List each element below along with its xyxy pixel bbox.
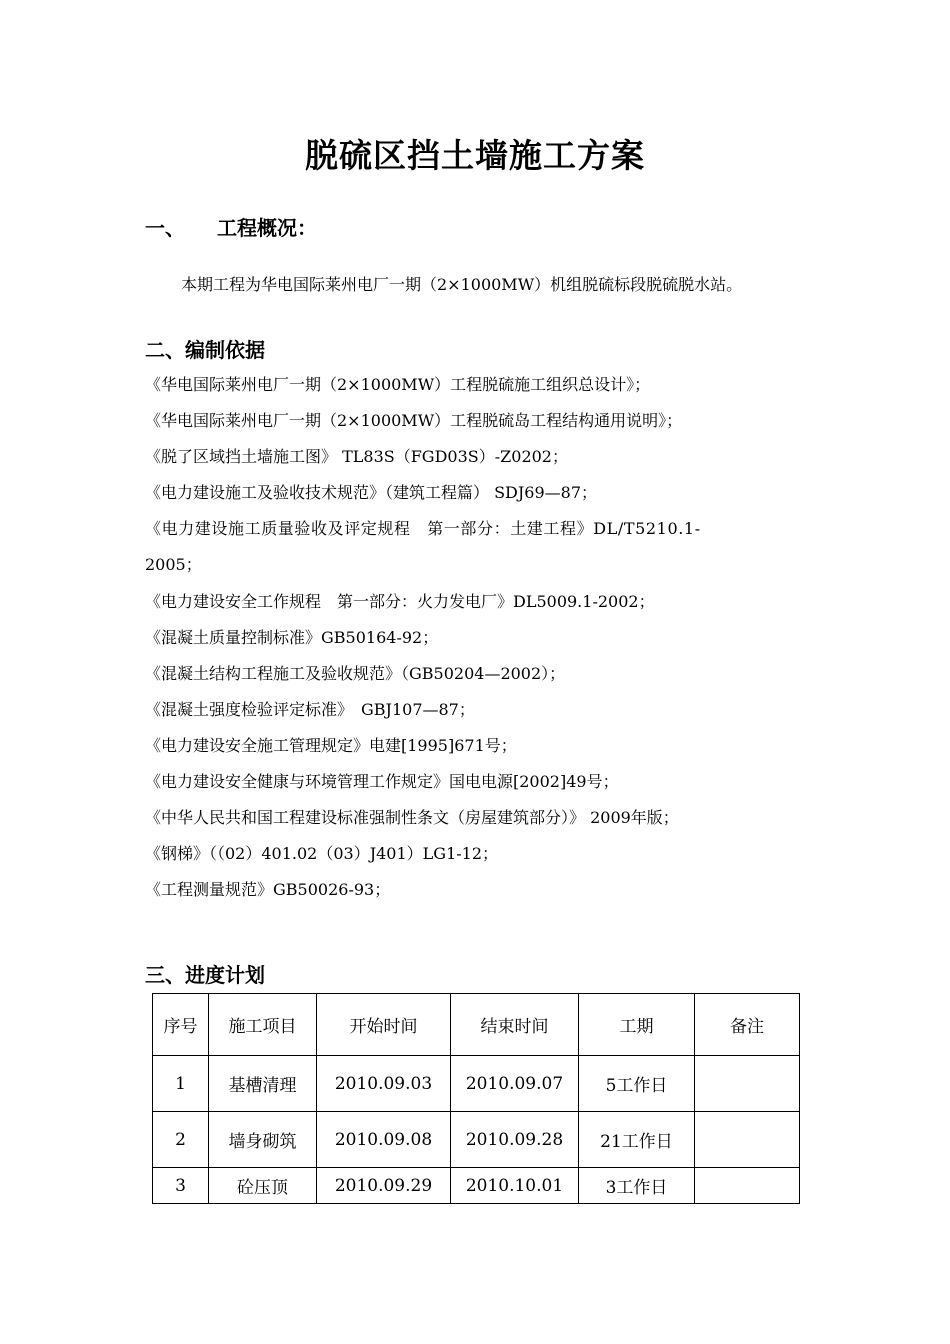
table-cell: 3工作日 [579,1168,695,1204]
table-cell: 1 [153,1056,209,1112]
header-cell-duration: 工期 [579,994,695,1056]
reference-item: 《电力建设施工及验收技术规范》（建筑工程篇） SDJ69—87； [145,483,598,502]
reference-item: 《混凝土强度检验评定标准》 GBJ107—87； [145,700,475,719]
table-row [153,1168,800,1204]
table-cell: 2 [153,1112,209,1168]
table-cell: 2010.09.28 [451,1112,579,1168]
table-row [153,1056,800,1112]
table-cell: 墙身砌筑 [209,1112,317,1168]
reference-item: 《电力建设施工质量验收及评定规程 第一部分：土建工程》DL/T5210.1- [145,519,701,538]
section1-text: 本期工程为华电国际莱州电厂一期（2×1000MW）机组脱硫标段脱硫脱水站。 [181,275,743,294]
reference-item: 《电力建设安全健康与环境管理工作规定》国电电源[2002]49号； [145,772,619,791]
reference-item: 《混凝土质量控制标准》GB50164-92； [145,628,439,647]
table-cell: 2010.09.03 [317,1056,451,1112]
schedule-table [152,993,800,1204]
table-row [153,1112,800,1168]
table-cell: 砼压顶 [209,1168,317,1204]
reference-item: 《电力建设安全施工管理规定》电建[1995]671号； [145,736,517,755]
reference-item: 《华电国际莱州电厂一期（2×1000MW）工程脱硫施工组织总设计》； [145,375,651,394]
table-header-row [153,994,800,1056]
section1-number: 一、 [145,216,185,240]
table-cell: 基槽清理 [209,1056,317,1112]
section3-heading: 三、进度计划 [145,963,265,987]
header-cell-index: 序号 [153,994,209,1056]
table-cell: 21工作日 [579,1112,695,1168]
reference-item: 《钢梯》（（02）401.02（03）J401）LG1-12； [145,844,499,863]
table-cell [695,1112,800,1168]
reference-item: 《脱了区域挡土墙施工图》 TL83S（FGD03S）-Z0202； [145,447,568,466]
table-cell: 2010.09.08 [317,1112,451,1168]
reference-item: 《混凝土结构工程施工及验收规范》（GB50204—2002）； [145,664,566,683]
document-title: 脱硫区挡土墙施工方案 [305,136,645,175]
reference-item-continued: 2005； [145,555,202,574]
table-cell: 2010.09.29 [317,1168,451,1204]
table-cell: 5工作日 [579,1056,695,1112]
reference-item: 《工程测量规范》GB50026-93； [145,880,391,899]
header-cell-start: 开始时间 [317,994,451,1056]
header-cell-remarks: 备注 [695,994,800,1056]
header-cell-item: 施工项目 [209,994,317,1056]
table-cell: 2010.10.01 [451,1168,579,1204]
table-cell [695,1168,800,1204]
table-cell: 3 [153,1168,209,1204]
header-cell-end: 结束时间 [451,994,579,1056]
reference-item: 《中华人民共和国工程建设标准强制性条文（房屋建筑部分）》 2009年版； [145,808,679,827]
table-cell: 2010.09.07 [451,1056,579,1112]
section2-heading: 二、编制依据 [145,338,265,362]
reference-item: 《电力建设安全工作规程 第一部分：火力发电厂》DL5009.1-2002； [145,592,655,611]
table-cell [695,1056,800,1112]
reference-item: 《华电国际莱州电厂一期（2×1000MW）工程脱硫岛工程结构通用说明》； [145,411,683,430]
section1-heading: 工程概况： [217,216,317,240]
